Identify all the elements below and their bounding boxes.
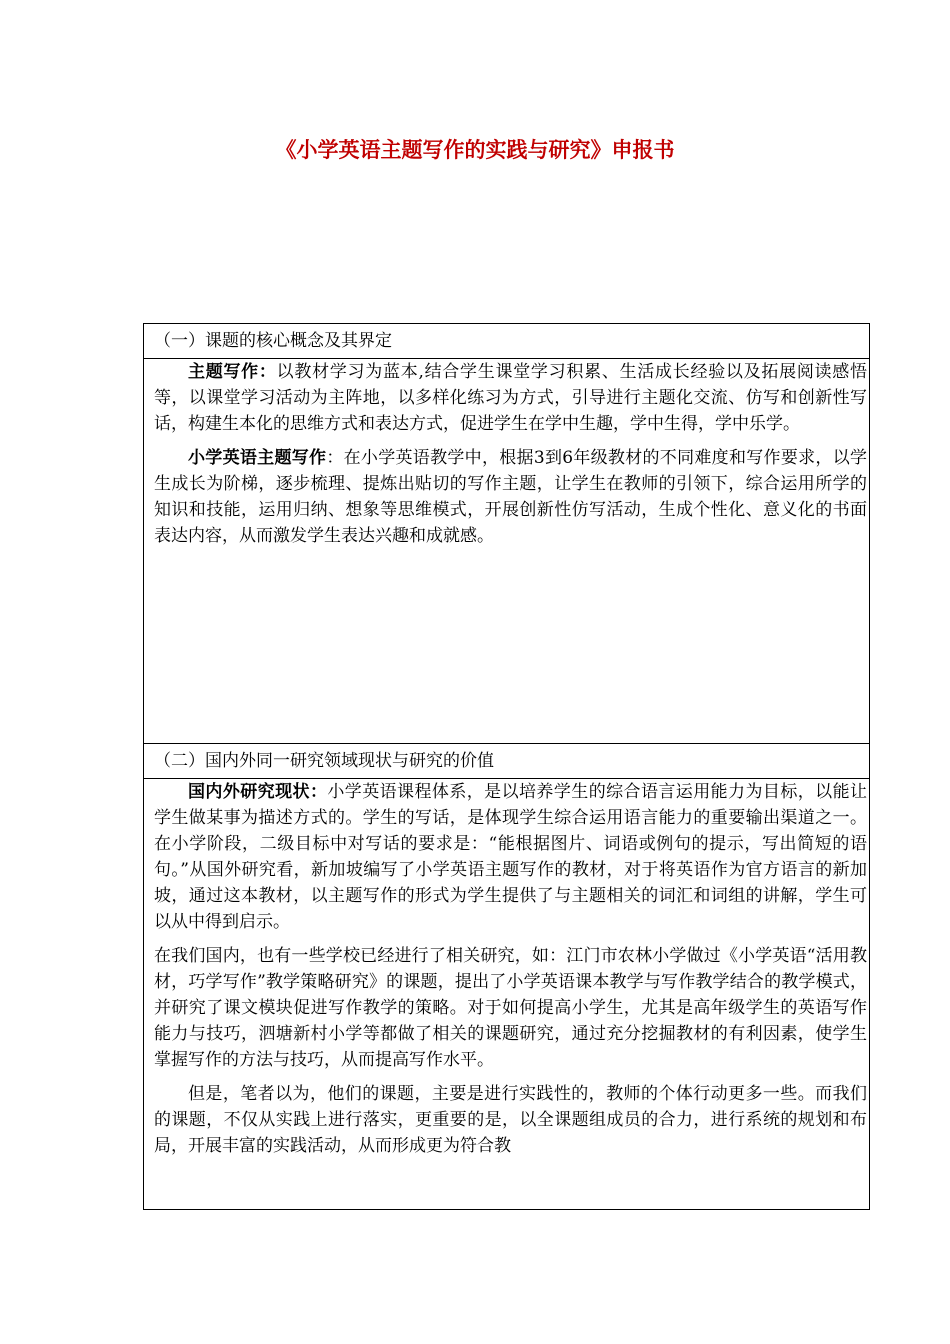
paragraph-research-value: 但是，笔者以为，他们的课题，主要是进行实践性的，教师的个体行动更多一些。而我们的课题，不仅从实践上进行落实，更重要的是，以全课题组成员的合力，进行系统的规划和布局，开展丰富的实践活动，从而形成更为符合教	[154, 1084, 867, 1156]
text-research-status-abroad: 小学英语课程体系，是以培养学生的综合语言运用能力为目标，以能让学生做某事为描述方式的。学生的写话，是体现学生综合运用语言能力的重要输出渠道之一。在小学阶段，二级目标中对写话的要求是：“能根据图片、词语或例句的提示，写出简短的语句。”从国外研究看，新加坡编写了小学英语主题写作的教材，对于将英语作为官方语言的新加坡，通过这本教材，以主题写作的形式为学生提供了与主题相关的词汇和词组的讲解，学生可以从中得到启示。	[154, 782, 868, 932]
paragraph-primary-english-theme-writing-definition	[154, 445, 867, 549]
section-core-concepts-body	[144, 359, 870, 744]
definition-primary-english-theme-writing: ：在小学英语教学中，根据3到6年级教材的不同难度和写作要求，以学生成长为阶梯，逐步梳理、提炼出贴切的写作主题，让学生在教师的引领下，综合运用所学的知识和技能，运用归纳、想象等思维模式，开展创新性仿写活动，生成个性化、意义化的书面表达内容，从而激发学生表达兴趣和成就感。	[154, 448, 868, 546]
term-research-status: 国内外研究现状：	[188, 782, 328, 802]
term-theme-writing: 主题写作：	[188, 362, 277, 382]
paragraph-research-status-abroad	[154, 779, 867, 935]
application-form-table	[143, 323, 870, 1210]
definition-theme-writing: 以教材学习为蓝本,结合学生课堂学习积累、生活成长经验以及拓展阅读感悟等，以课堂学习活动为主阵地，以多样化练习为方式，引导进行主题化交流、仿写和创新性写话，构建生本化的思维方式和表达方式，促进学生在学中生趣，学中生得，学中乐学。	[154, 362, 868, 434]
document-title: 《小学英语主题写作的实践与研究》申报书	[275, 138, 675, 162]
section-core-concepts-header: （一）课题的核心概念及其界定	[144, 324, 870, 359]
term-primary-english-theme-writing: 小学英语主题写作	[188, 448, 327, 468]
section-research-status-header: （二）国内外同一研究领域现状与研究的价值	[144, 744, 870, 779]
section-research-status-body	[144, 779, 870, 1210]
paragraph-theme-writing-definition	[154, 359, 867, 437]
paragraph-research-status-domestic: 在我们国内，也有一些学校已经进行了相关研究，如：江门市农林小学做过《小学英语“活用教材，巧学写作”教学策略研究》的课题，提出了小学英语课本教学与写作教学结合的教学模式，并研究了课文模块促进写作教学的策略。对于如何提高小学生，尤其是高年级学生的英语写作能力与技巧，泗塘新村小学等都做了相关的课题研究，通过充分挖掘教材的有利因素，使学生掌握写作的方法与技巧，从而提高写作水平。	[154, 946, 867, 1070]
